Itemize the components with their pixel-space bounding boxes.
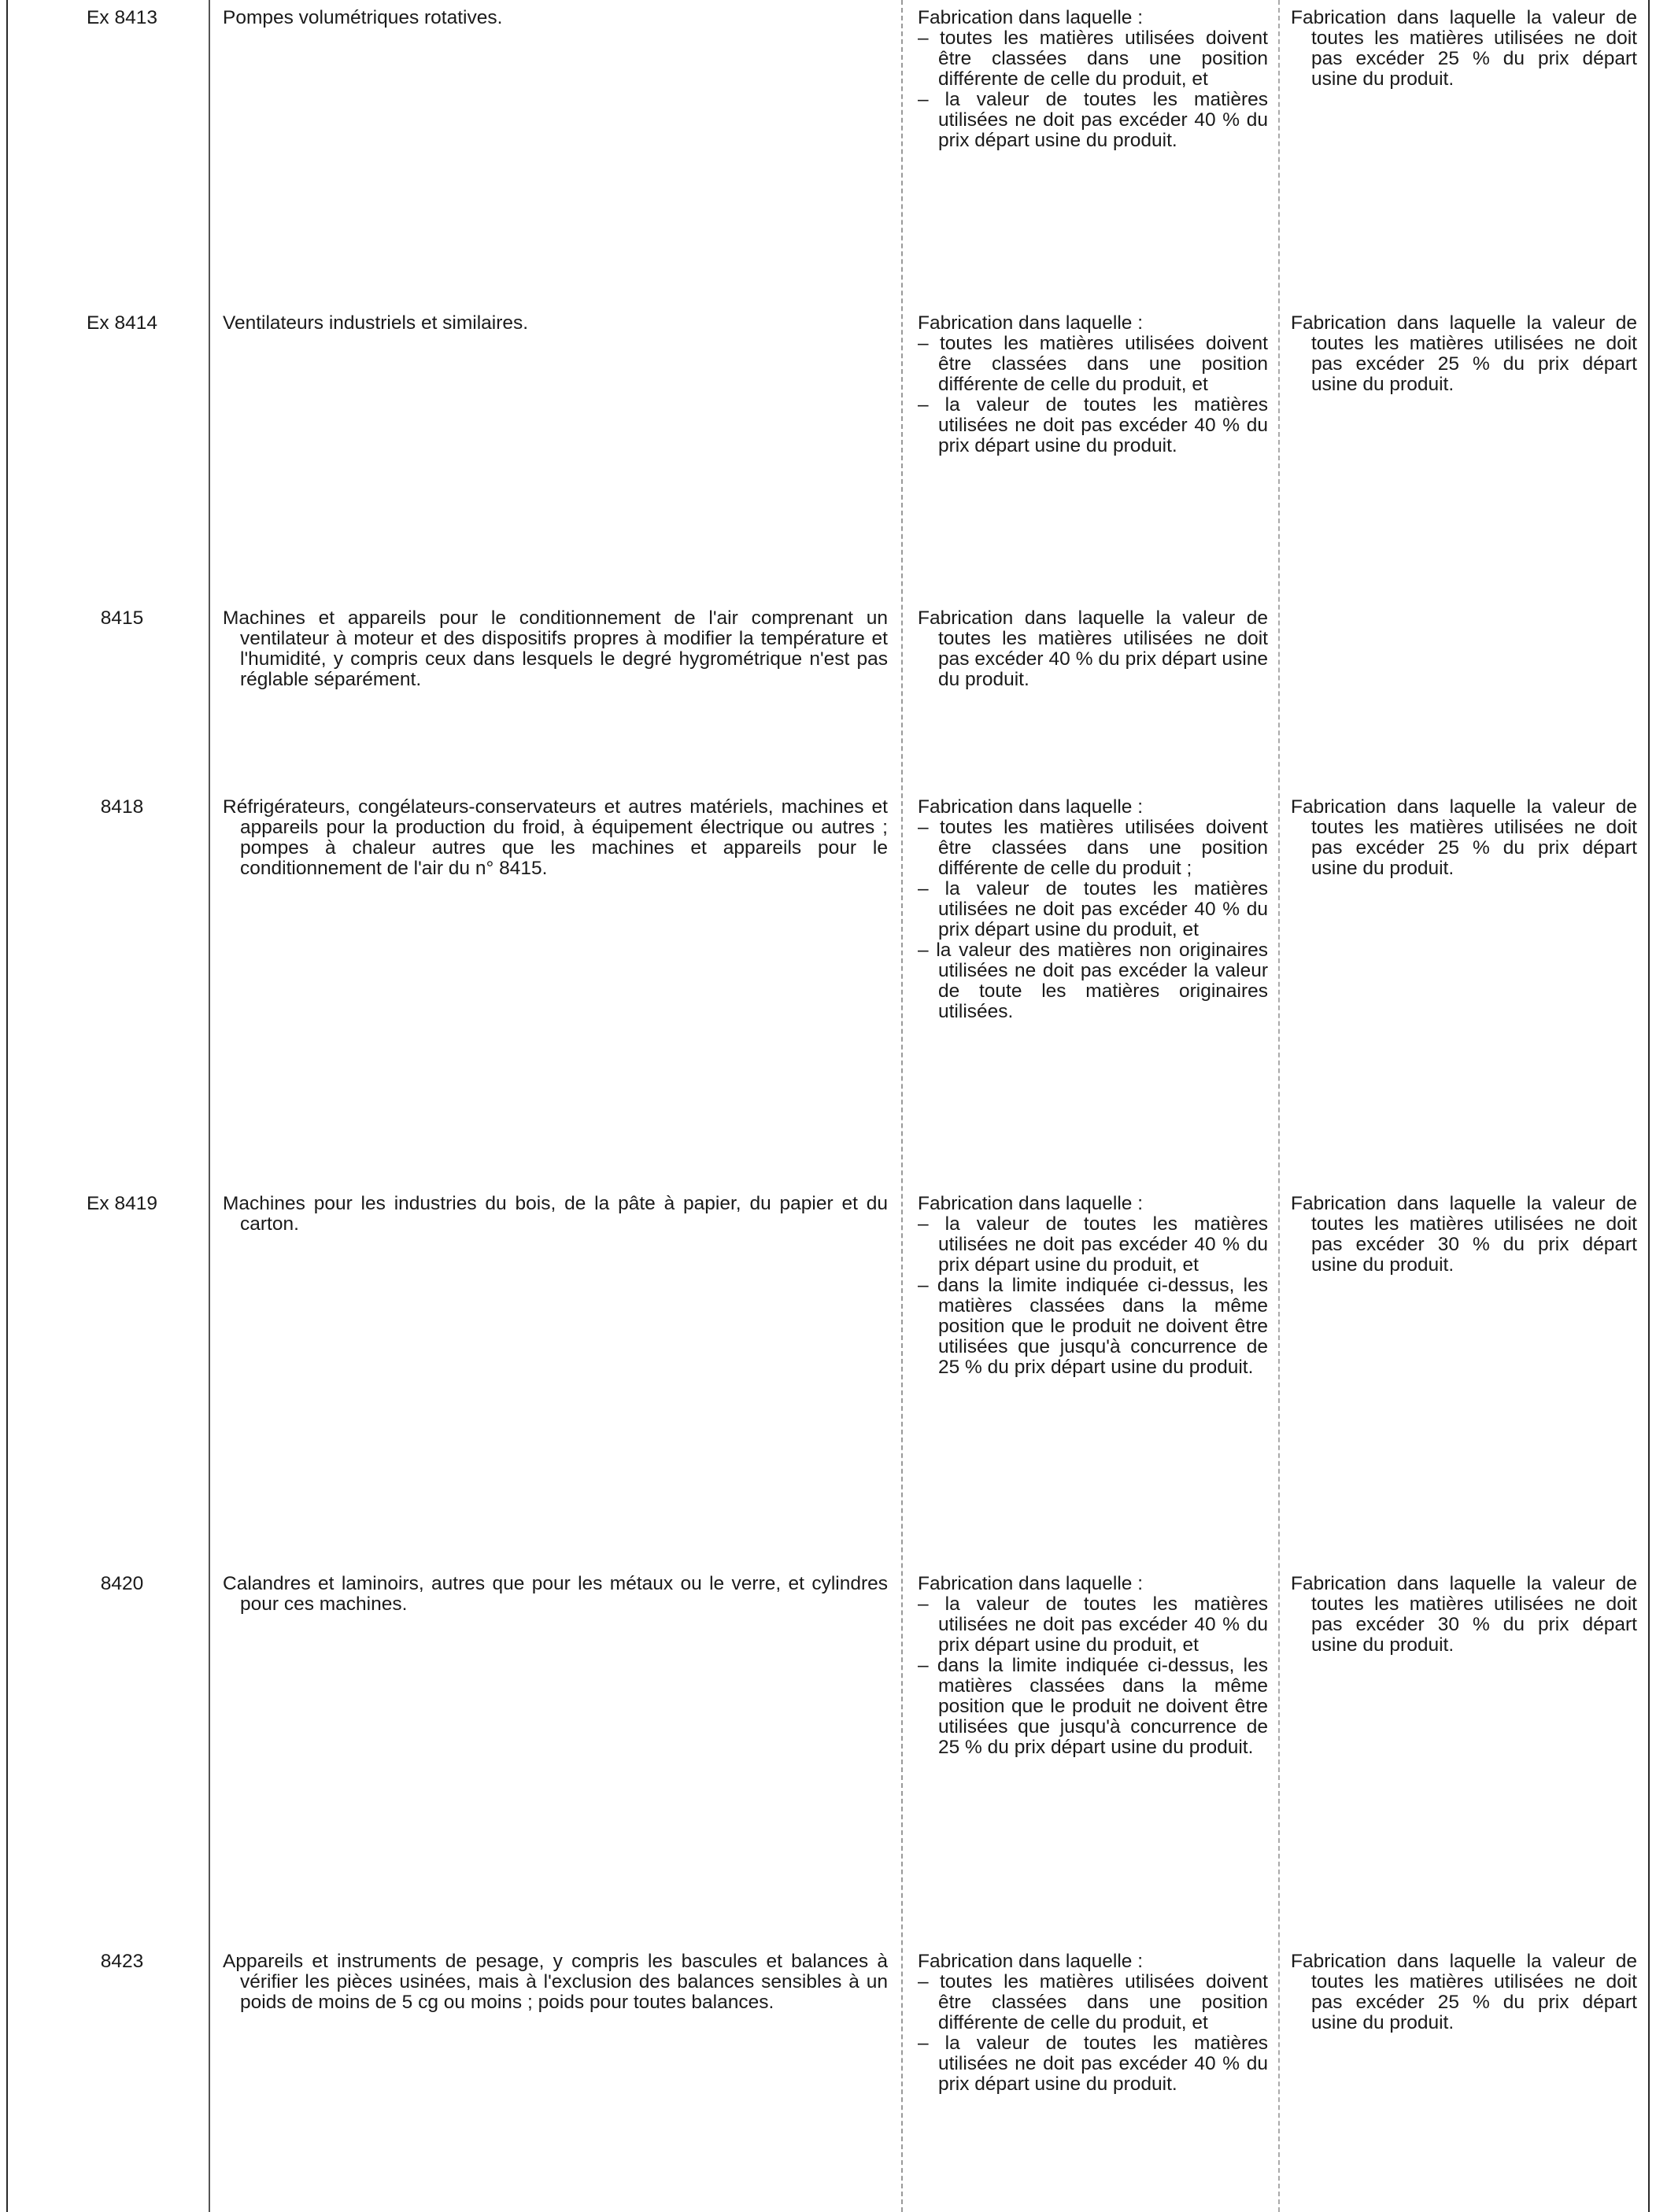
rule-heading: Fabrication dans laquelle : [918,1573,1144,1594]
product-description: Pompes volumétriques rotatives. [223,7,503,28]
column-divider-description [901,0,903,2212]
product-description: Calandres et laminoirs, autres que pour les métaux ou le verre, et cylindres pour ces machines. [223,1573,888,1615]
rule-item: – la valeur de toutes les matières utilisées ne doit pas excéder 40 % du prix départ usine du produit. [918,89,1268,151]
rule-item: – la valeur de toutes les matières utilisées ne doit pas excéder 40 % du prix départ usine du produit. [918,2033,1268,2095]
table-border-right [1648,0,1650,2212]
alternative-rule: Fabrication dans laquelle la valeur de toutes les matières utilisées ne doit pas excéder 25 % du prix départ usine du produit. [1291,796,1637,879]
working-rule [918,313,1268,456]
table-border-left [6,0,8,2212]
working-rule [918,1952,1268,2095]
working-rule [918,1194,1268,1378]
alternative-rule: Fabrication dans laquelle la valeur de toutes les matières utilisées ne doit pas excéder 30 % du prix départ usine du produit. [1291,1193,1637,1276]
rule-heading: Fabrication dans laquelle : [918,1193,1144,1214]
rule-item: – dans la limite indiquée ci-dessus, les matières classées dans la même position que le produit ne doivent être utilisées que jusqu'à concurrence de 25 % du prix départ usine du produit. [918,1275,1268,1378]
alternative-rule: Fabrication dans laquelle la valeur de toutes les matières utilisées ne doit pas excéder 25 % du prix départ usine du produit. [1291,1951,1637,2033]
hs-code: Ex 8413 [87,7,157,28]
rule-item: – la valeur de toutes les matières utilisées ne doit pas excéder 40 % du prix départ usine du produit, et [918,1593,1268,1656]
product-description: Appareils et instruments de pesage, y compris les bascules et balances à vérifier les pièces usinées, mais à l'exclusion des balances sensibles à un poids de moins de 5 cg ou moins ; poids pour toutes balances. [223,1951,888,2013]
rule-item: – la valeur de toutes les matières utilisées ne doit pas excéder 40 % du prix départ usine du produit, et [918,1213,1268,1276]
rule-item: – la valeur de toutes les matières utilisées ne doit pas excéder 40 % du prix départ usine du produit, et [918,878,1268,940]
alternative-rule: Fabrication dans laquelle la valeur de toutes les matières utilisées ne doit pas excéder 25 % du prix départ usine du produit. [1291,7,1637,90]
hs-code: 8423 [100,1951,144,1972]
product-description: Machines et appareils pour le conditionnement de l'air comprenant un ventilateur à moteur et des dispositifs propres à modifier la température et l'humidité, y compris ceux dans lesquels le degré hygrométrique n'est pas réglable séparément. [223,607,888,690]
column-divider-rule [1278,0,1280,2212]
rule-item: – la valeur des matières non originaires utilisées ne doit pas excéder la valeur de toute les matières originaires utilisées. [918,940,1268,1022]
product-description: Réfrigérateurs, congélateurs-conservateurs et autres matériels, machines et appareils pour la production du froid, à équipement électrique ou autres ; pompes à chaleur autres que les machines et appareils pour le conditionnement de l'air du n° 8415. [223,796,888,879]
alternative-rule: Fabrication dans laquelle la valeur de toutes les matières utilisées ne doit pas excéder 30 % du prix départ usine du produit. [1291,1573,1637,1656]
working-rule [918,8,1268,151]
rule-heading: Fabrication dans laquelle : [918,7,1144,28]
hs-code: 8415 [100,607,144,629]
rule-item: – toutes les matières utilisées doivent être classées dans une position différente de celle du produit, et [918,1971,1268,2033]
working-rule [918,797,1268,1022]
rule-item: – toutes les matières utilisées doivent être classées dans une position différente de celle du produit, et [918,333,1268,395]
rule-item: – toutes les matières utilisées doivent être classées dans une position différente de celle du produit ; [918,817,1268,879]
rule-heading: Fabrication dans laquelle : [918,796,1144,818]
hs-code: 8420 [100,1573,144,1594]
hs-code: Ex 8414 [87,312,157,334]
rule-item: – toutes les matières utilisées doivent être classées dans une position différente de celle du produit, et [918,28,1268,90]
product-description: Machines pour les industries du bois, de la pâte à papier, du papier et du carton. [223,1193,888,1235]
rule-heading: Fabrication dans laquelle : [918,1951,1144,1972]
working-rule [918,1574,1268,1758]
hs-code: 8418 [100,796,144,818]
column-divider-code [209,0,210,2212]
hs-code: Ex 8419 [87,1193,157,1214]
product-description: Ventilateurs industriels et similaires. [223,312,529,334]
rule-item: – la valeur de toutes les matières utilisées ne doit pas excéder 40 % du prix départ usine du produit. [918,394,1268,456]
working-rule: Fabrication dans laquelle la valeur de toutes les matières utilisées ne doit pas excéder 40 % du prix départ usine du produit. [918,607,1268,690]
alternative-rule: Fabrication dans laquelle la valeur de toutes les matières utilisées ne doit pas excéder 25 % du prix départ usine du produit. [1291,312,1637,395]
rule-heading: Fabrication dans laquelle : [918,312,1144,334]
rule-item: – dans la limite indiquée ci-dessus, les matières classées dans la même position que le produit ne doivent être utilisées que jusqu'à concurrence de 25 % du prix départ usine du produit. [918,1655,1268,1758]
